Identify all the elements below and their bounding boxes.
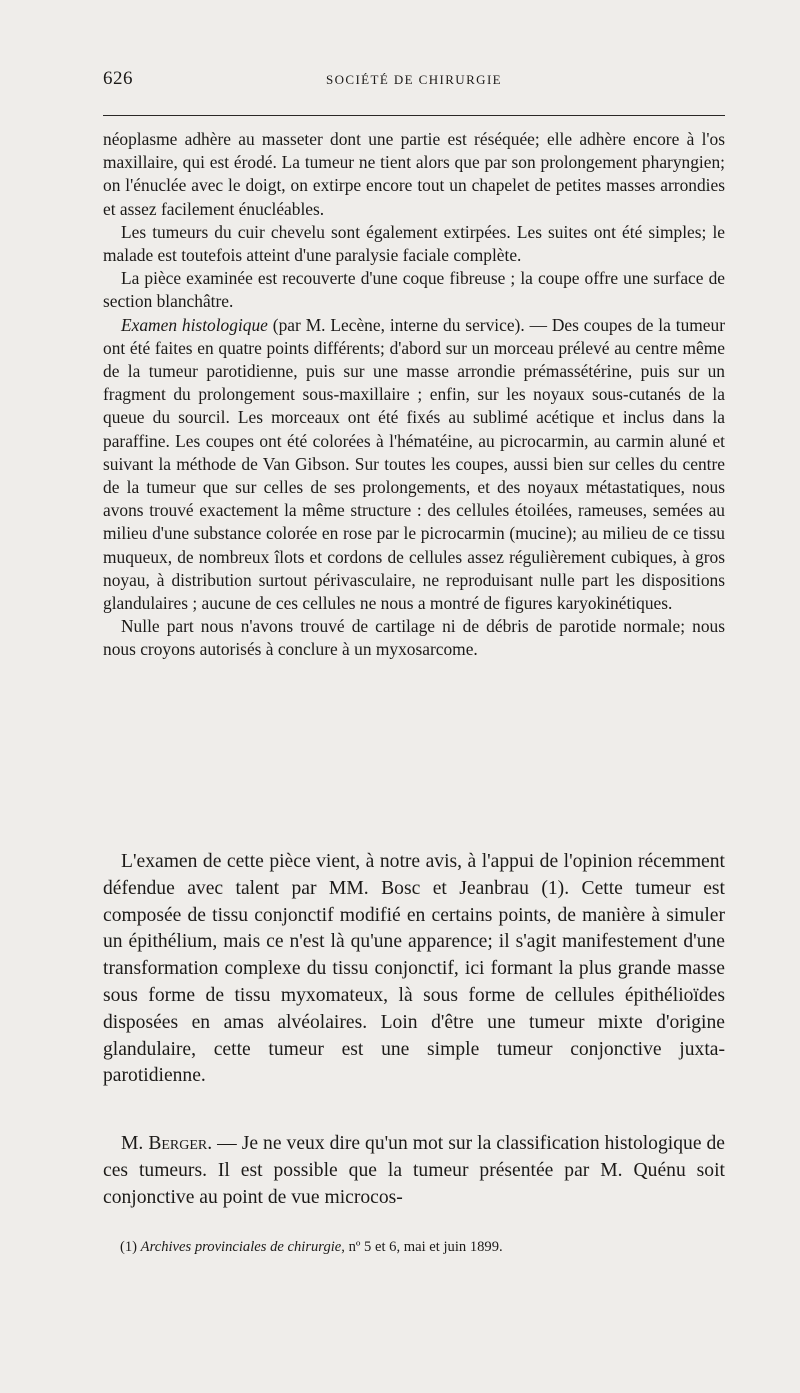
observation-text	[103, 128, 725, 662]
running-title: SOCIÉTÉ DE CHIRURGIE	[325, 72, 503, 87]
discussion-text	[103, 1131, 725, 1211]
page-header	[103, 68, 725, 94]
footnote-marker: (1)	[120, 1239, 141, 1255]
section-heading-italic: Examen histologique	[121, 314, 268, 335]
conclusion-text	[103, 849, 725, 1090]
paragraph: Les tumeurs du cuir chevelu sont également extirpées. Les suites ont été simples; le malade est toutefois atteint d'une paralysie faciale complète.	[103, 221, 725, 266]
page-number: 626	[103, 68, 133, 89]
paragraph: L'examen de cette pièce vient, à notre avis, à l'appui de l'opinion récemment défendue avec talent par MM. Bosc et Jeanbrau (1). Cette tumeur est composée de tissu conjonctif modifié en certains points, de manière à simuler un épithélium, mais ce n'est là qu'une apparence; il s'agit manifestement d'une transformation complexe du tissu conjonctif, ici formant la plus grande masse sous forme de tissu myxomateux, là sous forme de cellules épithélioïdes disposées en amas alvéolaires. Loin d'être une tumeur mixte d'origine glandulaire, cette tumeur est une simple tumeur conjonctive juxta-parotidienne.	[103, 851, 725, 1087]
speaker-name: Berger	[148, 1133, 208, 1154]
paragraph-text: (par M. Lecène, interne du service). — Des coupes de la tumeur ont été faites en quatre points différents; d'abord sur un morceau prélevé au centre même de la tumeur parotidienne, puis sur une masse arrondie prémassétérine, puis sur un fragment du prolongement sous-maxillaire ; enfin, sur les noyaux sous-cutanés de la queue du sourcil. Les morceaux ont été fixés au sublimé acétique et inclus dans la paraffine. Les coupes ont été colorées à l'hématéine, au picrocarmin, au carmin aluné et suivant la méthode de Van Gibson. Sur toutes les coupes, aussi bien sur celles du centre de la tumeur que sur celles de ses prolongements, et des noyaux métastatiques, nous avons trouvé exactement la même structure : des cellules étoilées, rameuses, semées au milieu d'une substance colorée en rose par le picrocarmin (mucine); au milieu de ce tissu muqueux, de nombreux îlots et cordons de cellules assez régulièrement cubiques, à gros noyau, à distribution surtout périvasculaire, ne reproduisant nulle part les dispositions glandulaires ; aucune de ces cellules ne nous a montré de figures karyokinétiques.	[103, 314, 726, 614]
speaker-prefix: M.	[121, 1133, 149, 1154]
footnote-title: Archives provinciales de chirurgie	[140, 1239, 342, 1255]
header-rule	[103, 115, 725, 116]
paragraph: La pièce examinée est recouverte d'une coque fibreuse ; la coupe offre une surface de section blanchâtre.	[103, 268, 725, 312]
footnote	[120, 1238, 720, 1257]
paragraph: Nulle part nous n'avons trouvé de cartilage ni de débris de parotide normale; nous nous croyons autorisés à conclure à un myxosarcome.	[103, 616, 725, 660]
paragraph-histology	[103, 314, 725, 616]
paragraph-discussion	[103, 1131, 725, 1211]
paragraph: néoplasme adhère au masseter dont une partie est réséquée; elle adhère encore à l'os maxillaire, qui est érodé. La tumeur ne tient alors que par son prolongement pharyngien; on l'énuclée avec le doigt, on extirpe encore tout un chapelet de petites masses arrondies et assez facilement énucléables.	[103, 129, 725, 219]
paragraph-text: . — Je ne veux dire qu'un mot sur la classification histologique de ces tumeurs. Il est possible que la tumeur présentée par M. Quénu soit conjonctive au point de vue microcos-	[103, 1133, 725, 1208]
footnote-text: , nº 5 et 6, mai et juin 1899.	[341, 1239, 503, 1255]
